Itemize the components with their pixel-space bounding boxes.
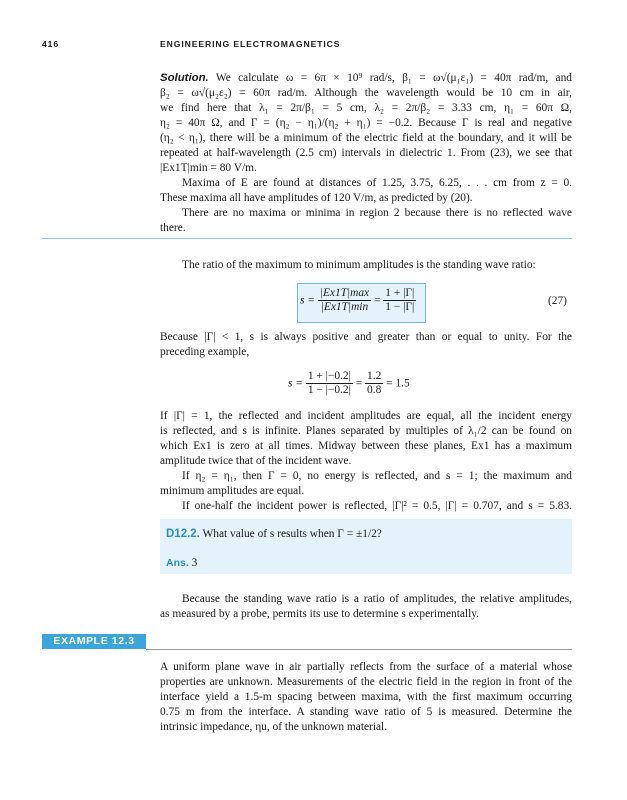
solution-line-3: we find here that λ₁ = 2π/β₁ = 5 cm, λ₂ = 2π/β₂ = 3.33 cm, η₁ = 60π Ω, [160, 102, 572, 114]
eq27-fraction-gamma: $\frac{1 + |\Gamma|}{1 - |\Gamma|}$ [385, 287, 415, 313]
probe-line-1: Because the standing wave ratio is a ratio of amplitudes, the relative amplitudes, [182, 593, 572, 605]
if-line-7: If one-half the incident power is reflected, |Γ|² = 0.5, |Γ| = 0.707, and s = 5.83. [182, 500, 572, 512]
solution-line-9: These maxima all have amplitudes of 120 V/m, as predicted by (20). [160, 192, 473, 204]
solution-line-8: Maxima of E are found at distances of 1.25, 3.75, 6.25, . . . cm from z = 0. [182, 177, 572, 189]
equation-27: s = $\frac{|Ex1T|\max}{|Ex1T|\min}$ = $\frac{1 + |\Gamma|}{1 - |\Gamma|}$ [300, 287, 415, 313]
example-rule [146, 649, 572, 650]
example-line-1: A uniform plane wave in air partially reflects from the surface of a material whose [160, 661, 572, 673]
example-line-5: intrinsic impedance, ηu, of the unknown material. [160, 721, 388, 733]
probe-line-2: as measured by a probe, permits its use to determine s experimentally. [160, 608, 480, 620]
solution-line-7: |Ex1T|min = 80 V/m. [160, 162, 257, 174]
solution-line-1: Solution. We calculate ω = 6π × 10⁹ rad/s, β₁ = ω√(μ₁ε₁) = 40π rad/m, and [160, 72, 572, 84]
running-title: ENGINEERING ELECTROMAGNETICS [160, 39, 341, 49]
if-line-5: If η₂ = η₁, then Γ = 0, no energy is reflected, and s = 1; the maximum and [182, 470, 572, 482]
example-line-2: properties are unknown. Measurements of the electric field in the region in front of the [160, 676, 572, 688]
solution-line-10: There are no maxima or minima in region 2 because there is no reflected wave [182, 207, 572, 219]
solution-line-6: repeated at half-wavelength (2.5 cm) intervals in dielectric 1. From (23), we see that [160, 147, 572, 159]
if-line-6: minimum amplitudes are equal. [160, 485, 305, 497]
if-line-3: which Ex1 is zero at all times. Midway between these planes, Ex1 has a maximum [160, 440, 572, 452]
if-line-4: amplitude twice that of the incident wave. [160, 455, 352, 467]
drill-id: D12.2. [166, 528, 200, 540]
example-badge: EXAMPLE 12.3 [42, 634, 146, 649]
equation-example: s = $\frac{1 + |-0.2|}{1 - |-0.2|}$ = $\frac{1.2}{0.8}$ = 1.5 [288, 370, 410, 396]
solution-line-2: β₂ = ω√(μ₂ε₂) = 60π rad/m. Although the wavelength would be 10 cm in air, [160, 87, 572, 99]
drill-answer: Ans. 3 [166, 557, 198, 569]
solution-label: Solution. [160, 72, 209, 84]
eq27-fraction-amplitudes: $\frac{|Ex1T|\max}{|Ex1T|\min}$ [319, 287, 370, 313]
solution-line-5: (η₂ < η₁), there will be a minimum of the electric field at the boundary, and it will be [160, 132, 572, 144]
drill-answer-label: Ans. [166, 557, 189, 569]
because-line-1: Because |Γ| < 1, s is always positive and greater than or equal to unity. For the [160, 331, 572, 343]
page-number: 416 [42, 39, 60, 49]
equation-27-number: (27) [548, 295, 567, 307]
example-line-4: 0.75 m from the interface. A standing wave ratio of 5 is measured. Determine the [160, 706, 572, 718]
example-line-3: interface yield a 1.5-m spacing between maxima, with the first maximum occurring [160, 691, 572, 703]
if-line-1: If |Γ| = 1, the reflected and incident amplitudes are equal, all the incident energy [160, 410, 572, 422]
because-line-2: preceding example, [160, 346, 250, 358]
solution-line-11: there. [160, 222, 186, 234]
if-line-2: is reflected, and s is infinite. Planes separated by multiples of λ₁/2 can be found on [160, 425, 572, 437]
drill-question: D12.2. What value of s results when Γ = ±1/2? [166, 528, 382, 540]
solution-end-rule [42, 238, 572, 239]
swr-intro: The ratio of the maximum to minimum amplitudes is the standing wave ratio: [182, 259, 536, 271]
solution-line-4: η₂ = 40π Ω, and Γ = (η₂ − η₁)/(η₂ + η₁) = −0.2. Because Γ is real and negative [160, 117, 572, 129]
